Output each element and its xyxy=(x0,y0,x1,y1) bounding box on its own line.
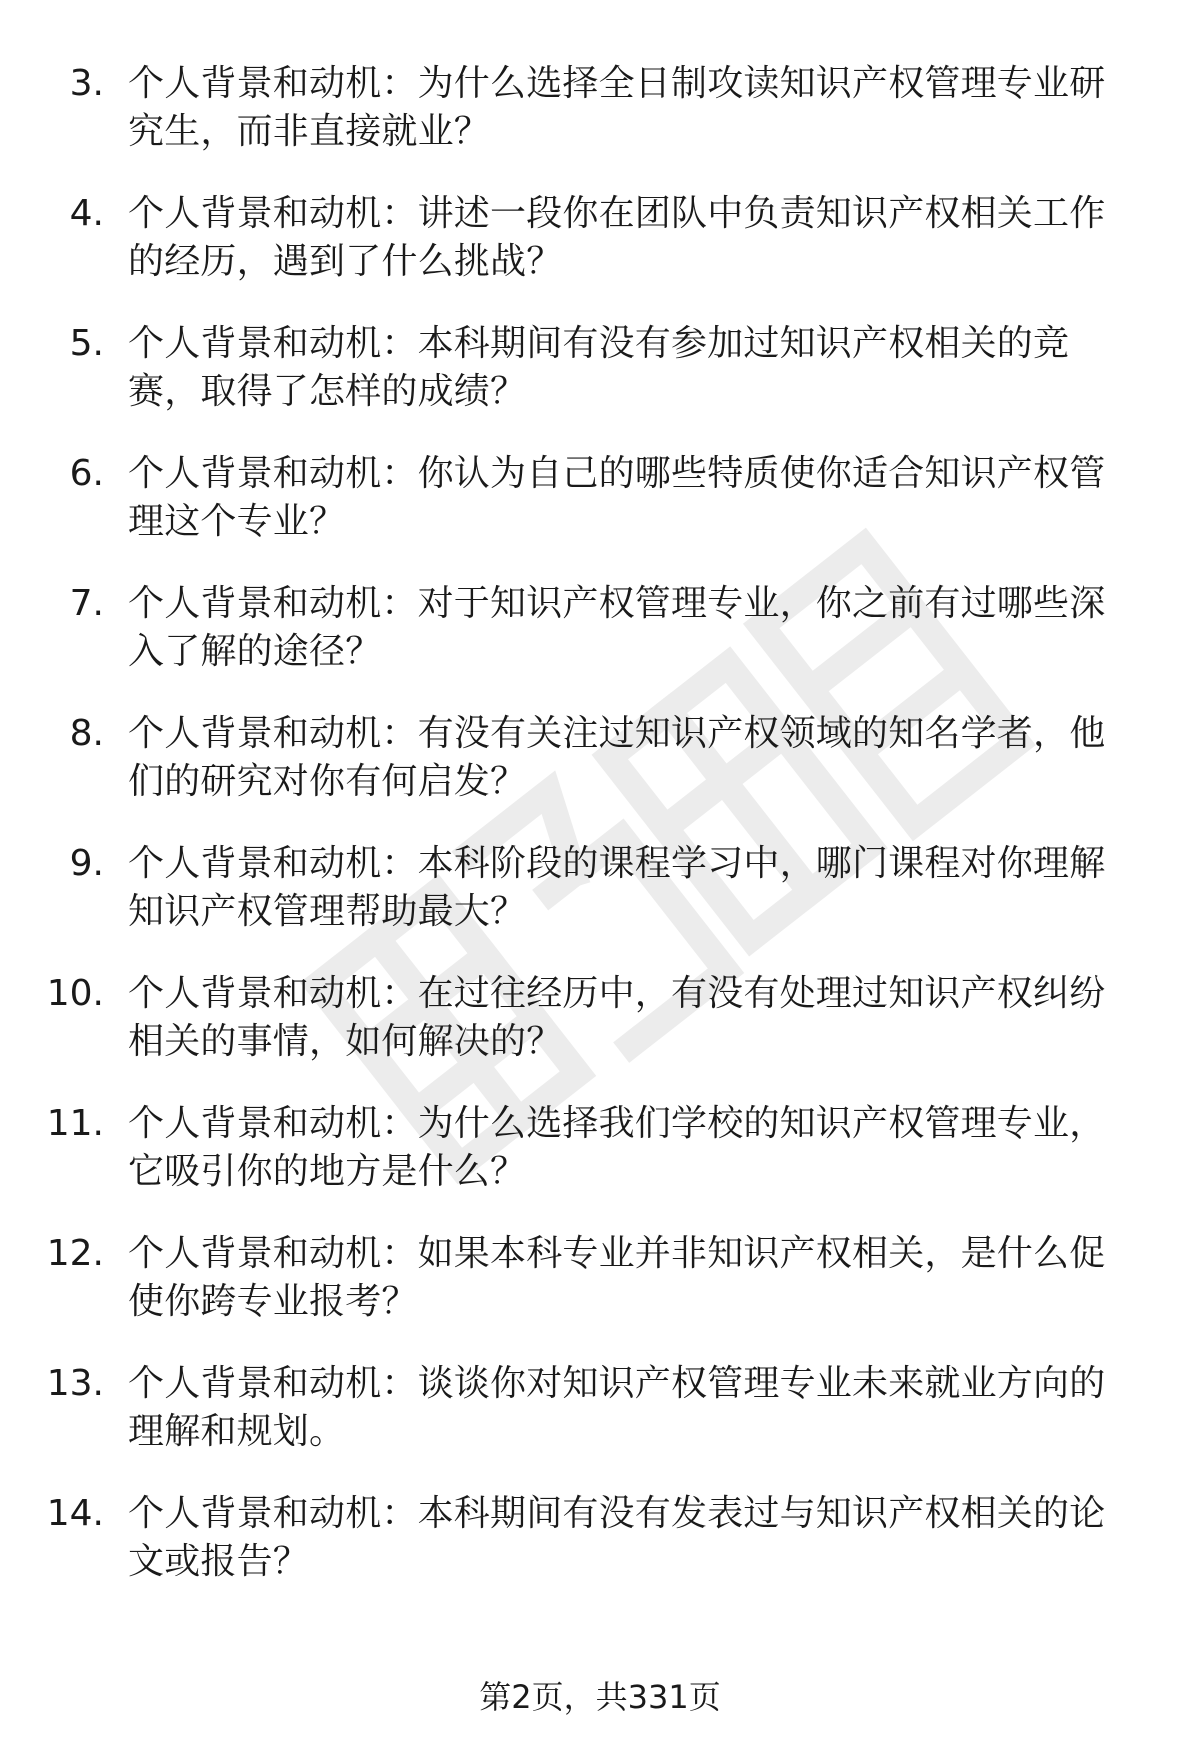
question-text: 个人背景和动机：本科期间有没有发表过与知识产权相关的论文或报告？ xyxy=(128,1493,1106,1582)
list-item xyxy=(0,1360,1200,1490)
question-number: 11. xyxy=(46,1103,104,1144)
question-text: 个人背景和动机：有没有关注过知识产权领域的知名学者，他们的研究对你有何启发？ xyxy=(128,713,1106,802)
question-text: 个人背景和动机：对于知识产权管理专业，你之前有过哪些深入了解的途径？ xyxy=(128,583,1106,672)
question-text: 个人背景和动机：讲述一段你在团队中负责知识产权相关工作的经历，遇到了什么挑战？ xyxy=(128,193,1106,282)
list-item xyxy=(0,1490,1200,1620)
list-item xyxy=(0,970,1200,1100)
question-number: 7. xyxy=(69,583,104,624)
question-text: 个人背景和动机：在过往经历中，有没有处理过知识产权纠纷相关的事情，如何解决的？ xyxy=(128,973,1106,1062)
question-number: 8. xyxy=(69,713,104,754)
question-number: 14. xyxy=(46,1493,104,1534)
question-number: 10. xyxy=(46,973,104,1014)
list-item xyxy=(0,1230,1200,1360)
question-text: 个人背景和动机：你认为自己的哪些特质使你适合知识产权管理这个专业？ xyxy=(128,453,1106,542)
question-text: 个人背景和动机：本科期间有没有参加过知识产权相关的竞赛，取得了怎样的成绩？ xyxy=(128,323,1070,412)
list-item xyxy=(0,320,1200,450)
question-list xyxy=(0,60,1200,1620)
question-text: 个人背景和动机：为什么选择全日制攻读知识产权管理专业研究生，而非直接就业？ xyxy=(128,63,1106,152)
question-text: 个人背景和动机：如果本科专业并非知识产权相关，是什么促使你跨专业报考？ xyxy=(128,1233,1106,1322)
list-item xyxy=(0,1100,1200,1230)
list-item xyxy=(0,710,1200,840)
question-number: 13. xyxy=(46,1363,104,1404)
question-number: 9. xyxy=(69,843,104,884)
page-footer: 第2页，共331页 xyxy=(479,1678,721,1716)
question-text: 个人背景和动机：为什么选择我们学校的知识产权管理专业，它吸引你的地方是什么？ xyxy=(128,1103,1106,1192)
question-text: 个人背景和动机：谈谈你对知识产权管理专业未来就业方向的理解和规划。 xyxy=(128,1363,1106,1452)
list-item xyxy=(0,190,1200,320)
question-number: 4. xyxy=(69,193,104,234)
question-text: 个人背景和动机：本科阶段的课程学习中，哪门课程对你理解知识产权管理帮助最大？ xyxy=(128,843,1106,932)
list-item xyxy=(0,450,1200,580)
question-number: 12. xyxy=(46,1233,104,1274)
question-number: 6. xyxy=(69,453,104,494)
question-number: 5. xyxy=(69,323,104,364)
list-item xyxy=(0,580,1200,710)
list-item xyxy=(0,840,1200,970)
question-number: 3. xyxy=(69,63,104,104)
list-item xyxy=(0,60,1200,190)
